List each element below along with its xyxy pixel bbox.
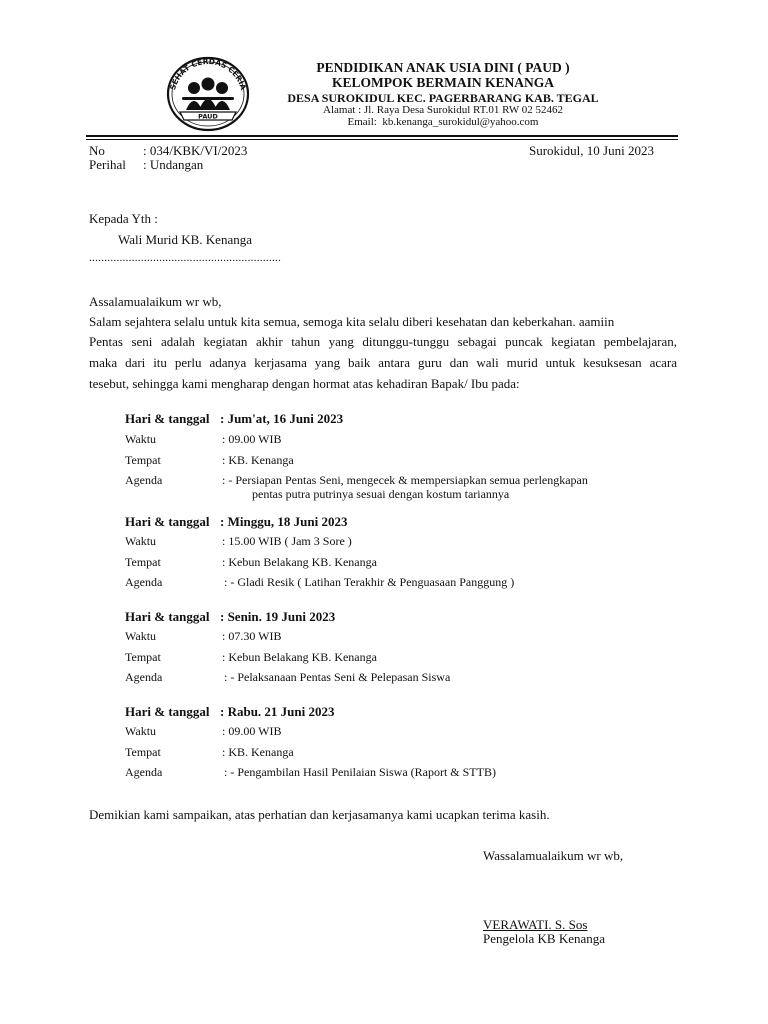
event-2-time: : 15.00 WIB ( Jam 3 Sore ) (222, 534, 352, 548)
body-line-1: Salam sejahtera selalu untuk kita semua, semoga kita selalu diberi kesehatan dan keberkahan. aamiin (89, 314, 615, 329)
event-1-agenda-continued: pentas putra putrinya sesuai dengan kostum tariannya (252, 487, 510, 501)
event-3-agenda: : - Pelaksanaan Pentas Seni & Pelepasan Siswa (224, 670, 451, 684)
letterhead-institution: PENDIDIKAN ANAK USIA DINI ( PAUD ) (316, 60, 570, 75)
perihal-value: : Undangan (143, 157, 204, 172)
perihal-label: Perihal (89, 157, 126, 172)
recipient-name: Wali Murid KB. Kenanga (118, 232, 252, 247)
event-4-time: : 09.00 WIB (222, 724, 282, 738)
no-value: : 034/KBK/VI/2023 (143, 143, 248, 158)
body-line-2: Pentas seni adalah kegiatan akhir tahun yang ditunggu-tunggu sebagai puncak kegiatan pembelajaran, (89, 334, 677, 349)
event-2-agenda-label: Agenda (125, 575, 163, 589)
logo-banner-text: PAUD (198, 112, 218, 121)
closing-text: Demikian kami sampaikan, atas perhatian dan kerjasamanya kami ucapkan terima kasih. (89, 807, 550, 822)
event-1-place: : KB. Kenanga (222, 453, 294, 467)
body-line-4: tesebut, sehingga kami mengharap dengan hormat atas kehadiran Bapak/ Ibu pada: (89, 376, 520, 391)
no-label: No (89, 143, 105, 158)
letterhead-address: Alamat : Jl. Raya Desa Surokidul RT.01 RW 02 52462 (323, 104, 563, 116)
event-3-time-label: Waktu (125, 629, 157, 643)
recipient-dotted-line: ............................................................... (89, 252, 282, 264)
event-4-agenda: : - Pengambilan Hasil Penilaian Siswa (Raport & STTB) (224, 765, 496, 779)
event-2-agenda: : - Gladi Resik ( Latihan Terakhir & Penguasaan Panggung ) (224, 575, 515, 589)
recipient-salutation: Kepada Yth : (89, 211, 158, 226)
event-3-time: : 07.30 WIB (222, 629, 282, 643)
closing-salam: Wassalamualaikum wr wb, (483, 848, 624, 863)
event-1-day-label: Hari & tanggal (125, 411, 210, 426)
event-4-day: : Rabu. 21 Juni 2023 (220, 704, 335, 719)
letterhead-region: DESA SUROKIDUL KEC. PAGERBARANG KAB. TEGAL (287, 91, 599, 105)
signer-name: VERAWATI. S. Sos (483, 917, 588, 932)
event-4-place-label: Tempat (125, 745, 161, 759)
event-4-time-label: Waktu (125, 724, 157, 738)
event-1-agenda-label: Agenda (125, 473, 163, 487)
event-2-place: : Kebun Belakang KB. Kenanga (222, 555, 377, 569)
logo-motto: SEHAT CERDAS CERIA (168, 56, 248, 92)
event-1-time-label: Waktu (125, 432, 157, 446)
event-4-place: : KB. Kenanga (222, 745, 294, 759)
event-3-day-label: Hari & tanggal (125, 609, 210, 624)
event-2-day: : Minggu, 18 Juni 2023 (220, 514, 348, 529)
event-1-place-label: Tempat (125, 453, 161, 467)
email-link[interactable]: kb.kenanga_surokidul@yahoo.com (382, 116, 539, 128)
event-2-time-label: Waktu (125, 534, 157, 548)
event-1-agenda: : - Persiapan Pentas Seni, mengecek & mempersiapkan semua perlengkapan (222, 473, 588, 487)
event-1-time: : 09.00 WIB (222, 432, 282, 446)
event-2-day-label: Hari & tanggal (125, 514, 210, 529)
event-3-place-label: Tempat (125, 650, 161, 664)
event-3-place: : Kebun Belakang KB. Kenanga (222, 650, 377, 664)
paud-logo (160, 50, 256, 134)
email-label: Email: (347, 116, 377, 128)
event-1-day: : Jum'at, 16 Juni 2023 (220, 411, 344, 426)
signer-title: Pengelola KB Kenanga (483, 931, 606, 946)
event-2-place-label: Tempat (125, 555, 161, 569)
event-3-agenda-label: Agenda (125, 670, 163, 684)
event-3-day: : Senin. 19 Juni 2023 (220, 609, 336, 624)
letterhead-school-name: KELOMPOK BERMAIN KENANGA (331, 75, 554, 90)
event-4-day-label: Hari & tanggal (125, 704, 210, 719)
body-line-3: maka dari itu perlu adanya kerjasama yang baik antara guru dan wali murid untuk kesuksesan acara (89, 355, 677, 370)
letterhead-divider-thin (86, 139, 678, 140)
letterhead-divider-thick (86, 135, 678, 137)
letterhead-email-line (278, 116, 608, 128)
event-4-agenda-label: Agenda (125, 765, 163, 779)
place-date: Surokidul, 10 Juni 2023 (529, 143, 654, 158)
greeting: Assalamualaikum wr wb, (89, 294, 222, 309)
